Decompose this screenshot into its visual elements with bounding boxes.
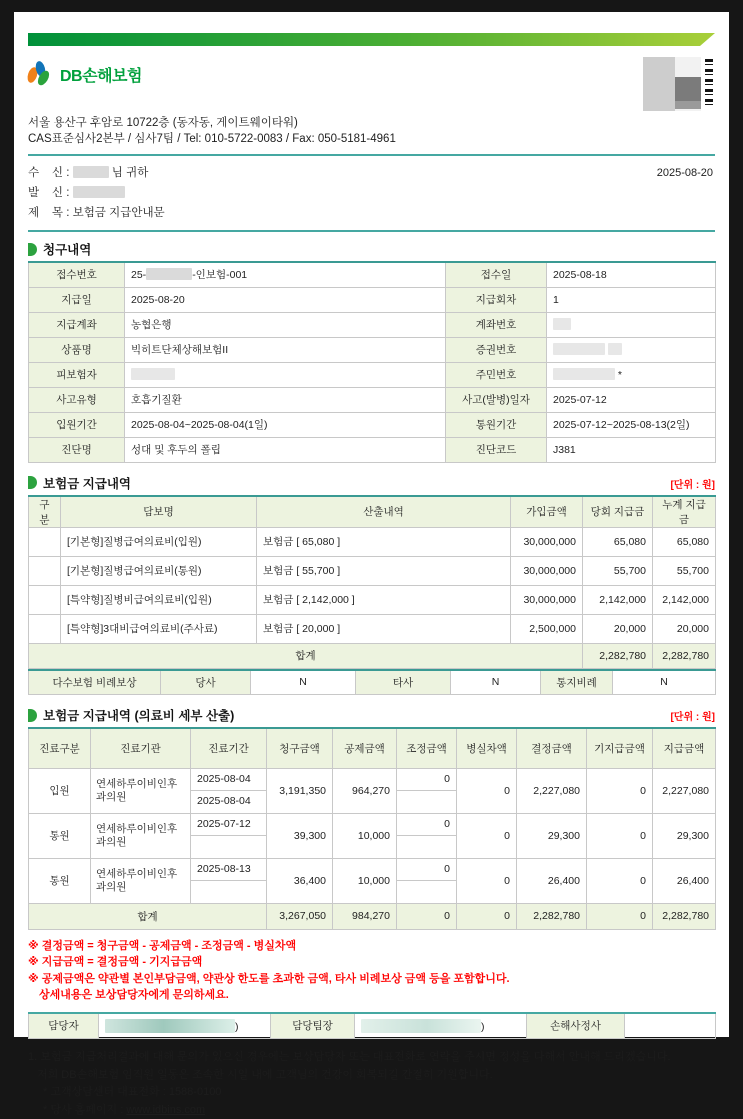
table-row: 통원 연세하루이비인후과의원 2025-08-13 36,400 10,000 0 0 26,400 0 26,400 bbox=[29, 858, 716, 903]
note-line: ※ 결정금액 = 청구금액 - 공제금액 - 조정금액 - 병실차액 bbox=[28, 938, 715, 955]
redacted-recipient-name bbox=[73, 166, 109, 178]
table-row: 담당자 ) 담당팀장 ) 손해사정사 bbox=[29, 1013, 716, 1039]
document-date: 2025-08-20 bbox=[657, 163, 713, 183]
leaf-bullet-icon bbox=[28, 476, 37, 489]
redacted-resident-no bbox=[553, 368, 615, 380]
footer-line: 저희 DB손해보험 임직원 일동은 조속한 시일 내에 고객님의 건강이 회복되길 간절히 기원합니다. bbox=[28, 1067, 715, 1085]
table-row: 상품명 빅히트단체상해보험II 증권번호 bbox=[29, 337, 716, 362]
address-line1: 서울 용산구 후암로 10722층 (동자동, 게이트웨이타워) bbox=[28, 115, 715, 131]
section-detail-title: 보험금 지급내역 (의료비 세부 산출) [단위 : 원] bbox=[28, 706, 715, 727]
leaf-bullet-icon bbox=[28, 243, 37, 256]
section-claim-title: 청구내역 bbox=[28, 240, 715, 261]
redacted-team-leader-contact bbox=[361, 1019, 481, 1033]
redacted-policy-no bbox=[553, 343, 605, 355]
db-insurance-logo bbox=[28, 55, 715, 87]
recipient-subject: 제 목 : 보험금 지급안내문 bbox=[28, 203, 715, 223]
redacted-stamp-block bbox=[643, 57, 701, 111]
company-address bbox=[28, 115, 715, 147]
divider-top bbox=[28, 154, 715, 156]
claim-table bbox=[28, 261, 716, 463]
footer-line: * 고객상담센터 대표전화 : 1588-0100 bbox=[28, 1084, 715, 1102]
table-row: 입원 연세하루이비인후과의원 2025-08-04 2025-08-04 3,191,350 964,270 0 0 2,227,080 0 2,227,080 bbox=[29, 768, 716, 813]
table-row: 진단명 성대 및 후두의 폴립 진단코드 J381 bbox=[29, 437, 716, 462]
table-header-row: 구분 담보명 산출내역 가입금액 당회 지급금 누계 지급금 bbox=[29, 496, 716, 528]
detail-total-row: 합계 3,267,050 984,270 0 0 2,282,780 0 2,282,780 bbox=[29, 903, 716, 929]
payment-table bbox=[28, 495, 716, 669]
table-row: 접수번호 25- -인보험-001 접수일 2025-08-18 bbox=[29, 262, 716, 287]
db-flower-icon bbox=[28, 61, 56, 87]
divider-claim bbox=[28, 230, 715, 232]
table-row: 지급일 2025-08-20 지급회차 1 bbox=[29, 287, 716, 312]
table-row: [기본형]질병급여의료비(통원) 보험금 [ 55,700 ] 30,000,000 55,700 55,700 bbox=[29, 556, 716, 585]
table-row: 지급계좌 농협은행 계좌번호 bbox=[29, 312, 716, 337]
redacted-insured-name bbox=[131, 368, 175, 380]
document-page bbox=[14, 12, 729, 1037]
address-line2: CAS표준심사2본부 / 심사7팀 / Tel: 010-5722-0083 / Fax: 050-5181-4961 bbox=[28, 131, 715, 147]
recipient-block bbox=[28, 163, 715, 223]
note-line: ※ 공제금액은 약관별 본인부담금액, 약관상 한도를 초과한 금액, 타사 비례보상 금액 등을 포함합니다. bbox=[28, 971, 715, 988]
top-gradient-bar bbox=[28, 33, 715, 46]
leaf-bullet-icon bbox=[28, 709, 37, 722]
table-row: 사고유형 호흡기질환 사고(발병)일자 2025-07-12 bbox=[29, 387, 716, 412]
staff-table bbox=[28, 1012, 716, 1040]
table-row: 피보험자 주민번호 * bbox=[29, 362, 716, 387]
logo-text: DB손해보험 bbox=[60, 63, 142, 86]
section-payment-title: 보험금 지급내역 [단위 : 원] bbox=[28, 474, 715, 495]
table-row: 다수보험 비례보상 당사 N 타사 N 통지비례 N bbox=[29, 670, 716, 695]
redacted-manager-contact bbox=[105, 1019, 235, 1033]
barcode-icon bbox=[705, 59, 713, 109]
note-line: ※ 지급금액 = 결정금액 - 기지급금액 bbox=[28, 954, 715, 971]
redacted-sender-name bbox=[73, 186, 125, 198]
homepage-link[interactable]: www.idbins.com bbox=[126, 1104, 205, 1116]
letterhead bbox=[28, 55, 715, 111]
footer-notes bbox=[28, 1049, 715, 1119]
table-row: 입원기간 2025-08-04~2025-08-04(1일) 통원기간 2025-07-12~2025-08-13(2일) bbox=[29, 412, 716, 437]
footer-line: * 당사 홈페이지 : www.idbins.com bbox=[28, 1102, 715, 1119]
adjuster-value-empty bbox=[625, 1013, 716, 1039]
recipient-to: 수 신 : 님 귀하 2025-08-20 bbox=[28, 163, 715, 183]
table-header-row: 진료구분 진료기관 진료기간 청구금액 공제금액 조정금액 병실차액 결정금액 기지급금액 지급금액 bbox=[29, 728, 716, 768]
redacted-account-no bbox=[553, 318, 571, 330]
redacted-receipt-no bbox=[146, 268, 192, 280]
table-row: [특약형]3대비급여의료비(주사료) 보험금 [ 20,000 ] 2,500,000 20,000 20,000 bbox=[29, 614, 716, 643]
unit-label: [단위 : 원] bbox=[670, 708, 715, 723]
multi-insurance-strip bbox=[28, 669, 716, 696]
unit-label: [단위 : 원] bbox=[670, 476, 715, 491]
table-row: [특약형]질병비급여의료비(입원) 보험금 [ 2,142,000 ] 30,000,000 2,142,000 2,142,000 bbox=[29, 585, 716, 614]
table-row: 통원 연세하루이비인후과의원 2025-07-12 39,300 10,000 0 0 29,300 0 29,300 bbox=[29, 813, 716, 858]
recipient-from: 발 신 : bbox=[28, 183, 715, 203]
note-line: 상세내용은 보상담당자에게 문의하세요. bbox=[28, 987, 715, 1004]
table-row: [기본형]질병급여의료비(입원) 보험금 [ 65,080 ] 30,000,000 65,080 65,080 bbox=[29, 527, 716, 556]
footer-line: 1. 보험금 지급처리결과에 대해 문의가 있으신 경우에는 보상담당자 또는 대표전화로 연락을 주시면 정성을 다해서 안내해 드리겠습니다. bbox=[28, 1049, 715, 1067]
calculation-notes bbox=[28, 938, 715, 1004]
payment-total-row: 합계 2,282,780 2,282,780 bbox=[29, 643, 716, 668]
detail-table bbox=[28, 727, 716, 930]
